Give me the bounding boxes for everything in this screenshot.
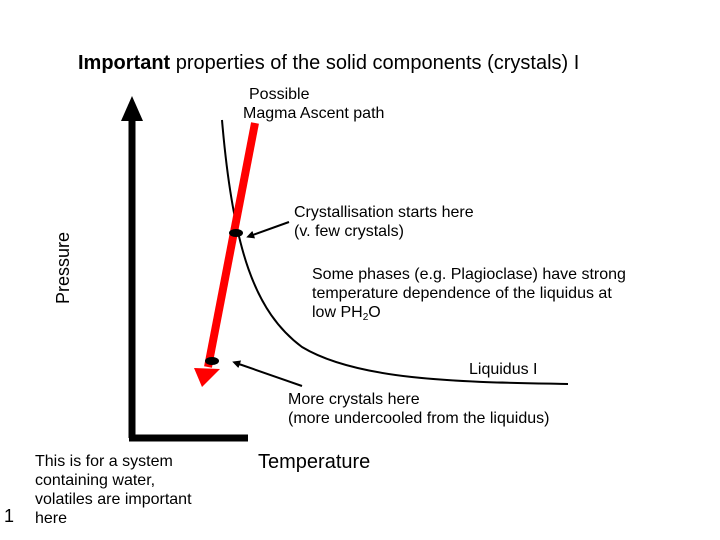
crystallisation-annotation <box>294 203 474 241</box>
phases-line3-sub: 2 <box>362 312 369 323</box>
phases-line2: temperature dependence of the liquidus at <box>312 285 612 302</box>
crystallisation-line2: (v. few crystals) <box>294 223 404 240</box>
note-line1: This is for a system <box>35 453 173 470</box>
ascent-path-label <box>243 85 384 123</box>
ascent-label-line2: Magma Ascent path <box>243 105 385 122</box>
more-crystals-annotation <box>288 390 549 428</box>
title-bold: Important <box>78 52 171 74</box>
crystallisation-start-marker <box>229 229 243 237</box>
liquidus-label: Liquidus I <box>469 361 538 378</box>
note-line4: here <box>35 510 68 527</box>
phases-line3 <box>312 303 626 327</box>
liquidus-curve <box>222 120 568 384</box>
note-line2: containing water, <box>35 472 156 489</box>
more-crystals-marker <box>205 357 219 365</box>
system-note <box>35 452 192 528</box>
crystallisation-pointer-arrow <box>250 222 289 236</box>
more-crystals-line1: More crystals here <box>288 391 420 408</box>
more-crystals-pointer-arrow <box>236 363 302 386</box>
magma-ascent-path <box>208 123 255 367</box>
y-axis-arrowhead <box>121 96 143 121</box>
ascent-label-line1: Possible <box>249 86 310 103</box>
y-axis-label: Pressure <box>53 231 73 304</box>
ascent-path-arrowhead <box>194 368 220 387</box>
phases-line1: Some phases (e.g. Plagioclase) have strong <box>312 266 626 283</box>
phases-line3-post: O <box>368 304 381 321</box>
note-line3: volatiles are important <box>35 491 192 508</box>
slide-title <box>78 52 579 75</box>
phases-line3-pre: low PH <box>312 304 363 321</box>
crystallisation-line1: Crystallisation starts here <box>294 204 474 221</box>
phases-annotation <box>312 265 626 327</box>
slide-number: 1 <box>4 506 15 526</box>
title-rest: properties of the solid components (crystals) I <box>170 52 580 74</box>
more-crystals-line2: (more undercooled from the liquidus) <box>288 410 550 427</box>
x-axis-label: Temperature <box>258 451 371 473</box>
